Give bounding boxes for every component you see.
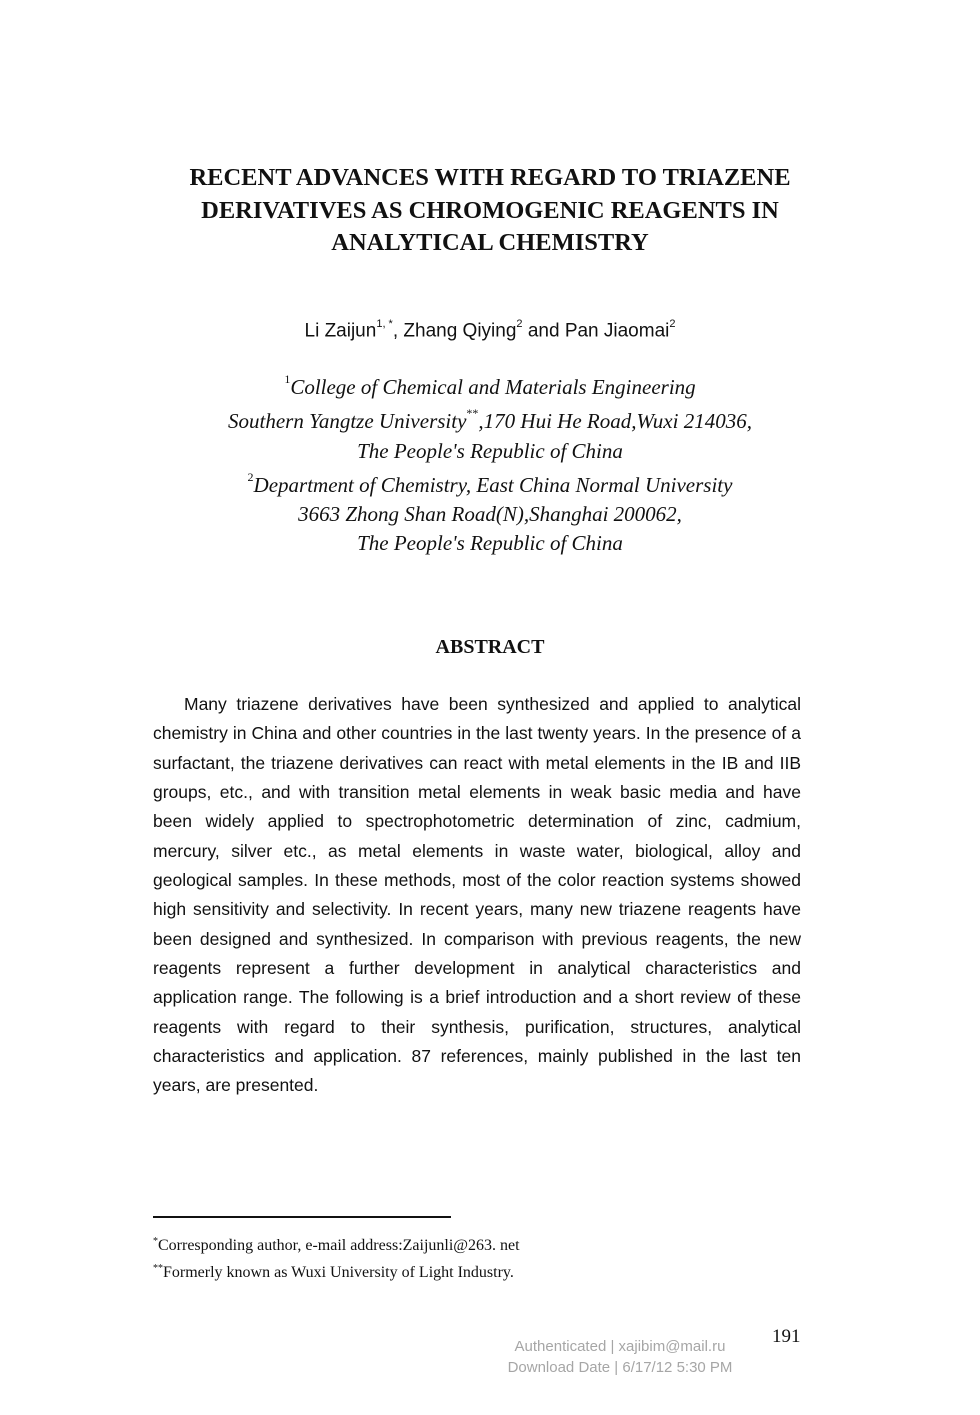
affiliation-line: The People's Republic of China: [357, 438, 623, 463]
footnote-text: Corresponding author, e-mail address:Zaijunli@263. net: [158, 1237, 520, 1254]
author-name: Zhang Qiying: [403, 320, 517, 342]
footnotes: [153, 1233, 793, 1287]
affiliation-line: The People's Republic of China: [357, 531, 623, 556]
affiliation-text: College of Chemical and Materials Engineering: [290, 375, 696, 399]
watermark-line: Authenticated | xajibim@mail.ru: [514, 1338, 726, 1355]
footnote-mark: **: [153, 1263, 163, 1274]
author-affiliation-mark: 2: [669, 318, 676, 330]
affiliation-line: [120, 466, 860, 500]
watermark-line: Download Date | 6/17/12 5:30 PM: [507, 1359, 733, 1376]
author-affiliation-mark: 1, *: [376, 318, 393, 330]
author-affiliation-mark: 2: [516, 318, 523, 330]
abstract-body: Many triazene derivatives have been synthesized and applied to analytical chemistry in China and other countries in the last twenty years. In the presence of a surfactant, the triazene derivatives can react with metal elements in the IB and IIB groups, etc., and with transition metal elements in weak basic media and have been widely applied to spectrophotometric determination of zinc, cadmium, mercury, silver etc., as metal elements in waste water, biological, alloy and geological samples. In these methods, most of the color reaction systems showed high sensitivity and selectivity. In recent years, many new triazene reagents have been designed and synthesized. In comparison with previous reagents, the new reagents represent a further development in analytical characteristics and application range. The following is a brief introduction and a short review of these reagents with regard to their synthesis, purification, structures, analytical characteristics and application. 87 references, mainly published in the last ten years, are presented.: [153, 694, 801, 1096]
affiliation-mark: 1: [284, 372, 291, 386]
page-number: 191: [772, 1326, 801, 1347]
footnote-mark: **: [466, 406, 479, 421]
affiliation-text: Southern Yangtze University: [228, 409, 467, 434]
author-separator: ,: [392, 320, 404, 342]
author-list: [120, 312, 860, 345]
download-watermark: [470, 1336, 770, 1378]
footnote: [153, 1260, 793, 1287]
title-line: ANALYTICAL CHEMISTRY: [331, 229, 649, 256]
affiliation-line: 3663 Zhong Shan Road(N),Shanghai 200062,: [298, 502, 682, 527]
author-name: Pan Jiaomai: [564, 320, 670, 342]
title-line: DERIVATIVES AS CHROMOGENIC REAGENTS IN: [201, 196, 779, 224]
footnote-mark: *: [153, 1236, 158, 1247]
footnote-text: Formerly known as Wuxi University of Light Industry.: [163, 1264, 514, 1281]
author-separator: and: [522, 320, 565, 342]
affiliation-line: [120, 402, 860, 436]
affiliations: [120, 368, 860, 559]
title-line: RECENT ADVANCES WITH REGARD TO TRIAZENE: [189, 164, 791, 191]
footnote: [153, 1233, 793, 1260]
affiliation-mark: 2: [247, 469, 254, 484]
affiliation-text: ,170 Hui He Road,Wuxi 214036,: [478, 409, 752, 434]
abstract-heading: ABSTRACT: [435, 636, 545, 658]
affiliation-text: Department of Chemistry, East China Normal University: [253, 472, 733, 497]
paper-title: [120, 162, 860, 260]
author-name: Li Zaijun: [304, 320, 377, 342]
affiliation-line: [120, 368, 860, 402]
footnote-divider: [153, 1216, 451, 1218]
